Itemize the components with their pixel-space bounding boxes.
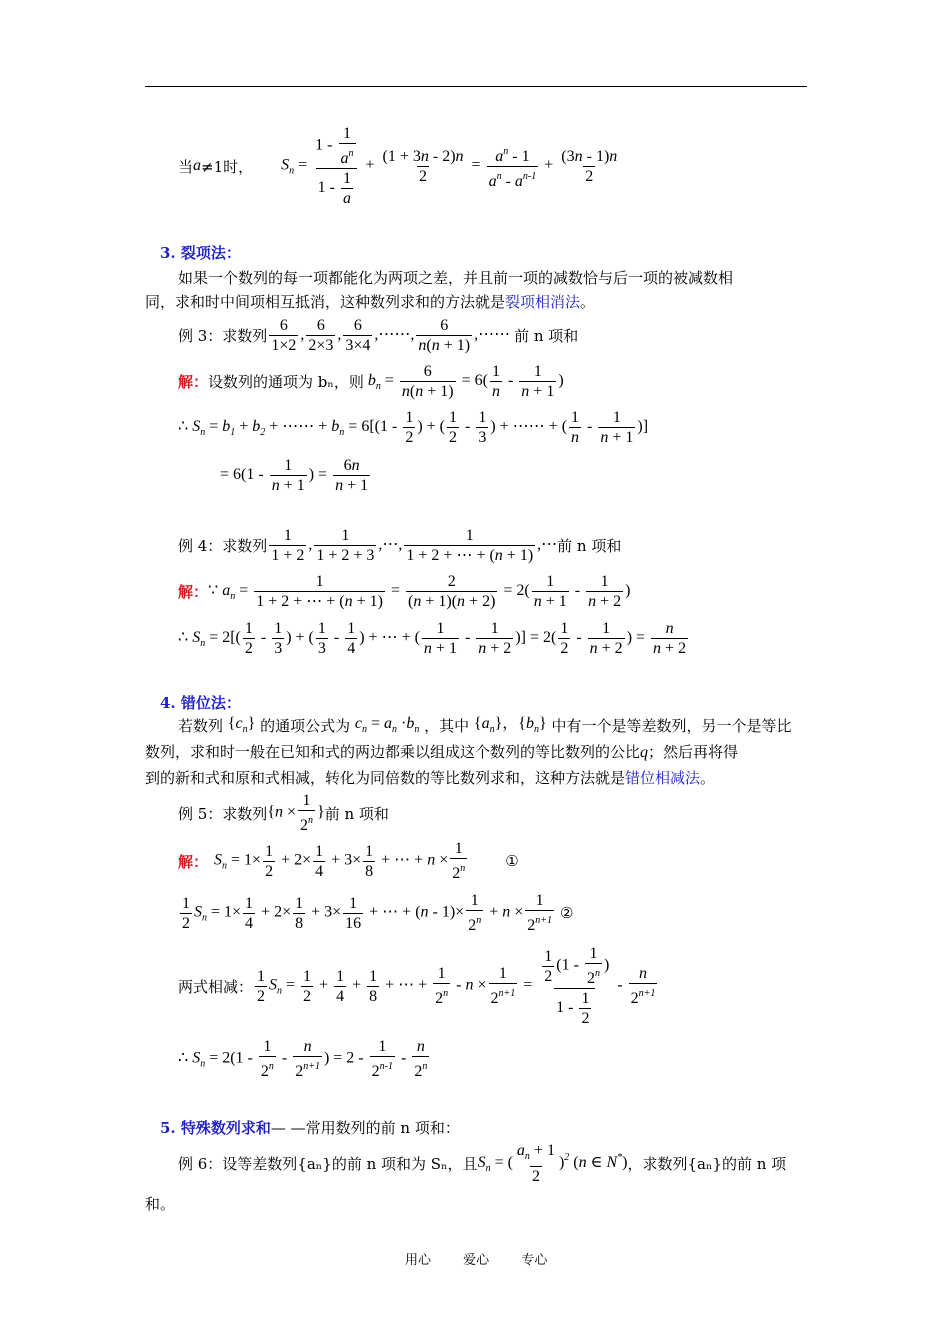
section-4-heading: 4. 错位法： xyxy=(160,694,241,712)
example-4 xyxy=(178,522,621,568)
subtract-expr: $\frac{1}{2}$ $S_n$ = $\frac{1}{2}$ + $\frac{1}{4}$ + $\frac{1}{8}$ + ⋯ + $\frac{1}{2^n}$ - n × $\frac{1}{2^{n+1}}$ = $\frac{1}{2}$ (1 - $\frac{1}{2^n}$ ) 1 - $\frac{1}{2}$ - $\frac{n}{2^{n+1}}$ xyxy=(257,945,656,1027)
solve-text: 设数列的通项为 bₙ，则 xyxy=(208,372,364,391)
sum-4-expr: ∴ $S_n = 2$[( $\frac{1}{2}$ - $\frac{1}{3}$ ) + ( $\frac{1}{3}$ - $\frac{1}{4}$ ) + ⋯ + ( $\frac{1}{n + 1}$ - $\frac{1}{n + 2}$ )] = 2( $\frac{1}{2}$ - $\frac{1}{n + 2}$ ) = $\frac{n}{n + 2}$ xyxy=(178,619,687,657)
ex4-label: 例 4：求数列 xyxy=(178,536,268,555)
example-6-end: 和。 xyxy=(145,1195,176,1213)
s4-l1-a: 若数列 xyxy=(178,717,224,735)
solve-4-label: 解： xyxy=(178,582,209,601)
an-bn-sets: $\{a_n\}$，$\{b_n\}$ xyxy=(473,715,547,735)
result-5-expr: ∴ $S_n = 2(1$ - $\frac{1}{2^n}$ - $\frac{n}{2^{n+1}}$ ) = 2 - $\frac{1}{2^{n-1}}$ - $\frac{n}{2^n}$ xyxy=(178,1038,428,1080)
cn-set: $\{c_n\}$ xyxy=(227,715,256,735)
section-3-intro-2 xyxy=(145,290,595,314)
case-label: 当 xyxy=(178,157,194,176)
sn-series-1: $S_n = 1\times$ $\frac{1}{2}$ + 2× $\frac{1}{4}$ + 3× $\frac{1}{8}$ + ⋯ + n × $\frac{1}{2^n}$ xyxy=(214,840,466,882)
ex6-b: ，求数列{aₙ}的前 n 项 xyxy=(627,1154,787,1173)
ex4-sequence: $\frac{1}{1 + 2}$ , $\frac{1}{1 + 2 + 3}$ ,⋯, $\frac{1}{1 + 2 + \cdots + (n + 1)}$ ,⋯ xyxy=(271,526,558,564)
formula-case-a xyxy=(178,118,621,214)
footer xyxy=(405,1249,547,1268)
s4-l1-c: ，其中 xyxy=(424,717,470,735)
solve-5-label: 解： xyxy=(178,852,209,871)
ex6-a: 例 6：设等差数列{aₙ}的前 n 项和为 Sₙ，且 xyxy=(178,1154,478,1173)
footer-item-1: 用心 xyxy=(405,1253,432,1268)
section-3-heading: 3. 裂项法： xyxy=(160,244,241,262)
ex3-sequence: $\frac{6}{1\times 2}$ , $\frac{6}{2\times 3}$ , $\frac{6}{3\times 4}$ ,⋯⋯, $\frac{6}{n(n + 1)}$ ,⋯⋯ xyxy=(271,316,511,354)
section-3-intro-1: 如果一个数列的每一项都能化为两项之差，并且前一项的减数恰与后一项的被减数相 xyxy=(178,269,734,287)
equation-mark-1: ① xyxy=(505,852,519,870)
solution-5-line1 xyxy=(178,838,519,884)
ex5-suffix: 前 n 项和 xyxy=(324,804,389,823)
method-shift-link[interactable]: 错位相减法 xyxy=(625,769,701,787)
solution-5-line2 xyxy=(178,890,573,936)
section-5-heading: 5. 特殊数列求和 xyxy=(160,1119,271,1137)
section-4-line2 xyxy=(145,740,738,765)
section-4-line1 xyxy=(178,712,791,742)
s4-l2: 数列，求和时一般在已知和式的两边都乘以组成这个数列的等比数列的公比 xyxy=(145,743,641,761)
intro-2-end: 。 xyxy=(580,293,596,311)
solution-5-result xyxy=(178,1036,431,1082)
ex5-sequence: {n × $\frac{1}{2^n}$ } xyxy=(267,792,325,834)
header-rule xyxy=(145,86,807,87)
solution-3 xyxy=(178,358,564,404)
ex6-formula: $S_n$ = ( $\frac{a_n + 1}{2}$ )$^2$ (n ∈ N*) xyxy=(477,1141,628,1185)
footer-item-3: 专心 xyxy=(521,1253,548,1268)
case-suffix: ≠1时， xyxy=(201,157,254,176)
section-5-heading-row xyxy=(160,1117,460,1138)
ex5-label: 例 5：求数列 xyxy=(178,804,268,823)
solve-label: 解： xyxy=(178,372,209,391)
cn-formula: $c_n = a_n \cdot b_n$ xyxy=(354,715,420,735)
equation-mark-2: ② xyxy=(560,904,574,922)
solution-5-subtract xyxy=(178,938,659,1034)
sn-series-2: $\frac{1}{2}$ $S_n = 1\times$ $\frac{1}{4}$ + 2× $\frac{1}{8}$ + 3× $\frac{1}{16}$ + ⋯ + (n - 1)× $\frac{1}{2^n}$ + n × $\frac{1}{2^{n+1}}$ xyxy=(182,892,553,934)
sum-4 xyxy=(178,615,690,661)
q-symbol: q xyxy=(640,744,649,761)
s4-l3-end: 。 xyxy=(700,769,716,787)
ex3-suffix: 前 n 项和 xyxy=(514,326,579,345)
s4-l3: 到的新和式和原和式相减，转化为同倍数的等比数列求和，这种方法就是 xyxy=(145,769,626,787)
bn-formula: $b_n$ = $\frac{6}{n(n + 1)}$ = 6( $\frac{1}{n}$ - $\frac{1}{n + 1}$ ) xyxy=(367,362,564,400)
ex3-label: 例 3：求数列 xyxy=(178,326,268,345)
s4-l1-d: 中有一个是等差数列，另一个是等比 xyxy=(551,717,792,735)
example-6 xyxy=(178,1140,786,1186)
intro-2-text: 同，求和时中间项相互抵消，这种数列求和的方法就是 xyxy=(145,293,506,311)
sum-3-line1 xyxy=(178,404,648,450)
s4-l1-b: 的通项公式为 xyxy=(260,717,351,735)
example-3 xyxy=(178,312,578,358)
sum-3-expr1: ∴ $S_n = b_1 + b_2$ + ⋯⋯ + $b_n = 6[(1$ - $\frac{1}{2}$ ) + ( $\frac{1}{2}$ - $\frac{1}{3}$ ) + ⋯⋯ + ( $\frac{1}{n}$ - $\frac{1}{n + 1}$ )] xyxy=(178,408,649,446)
footer-item-2: 爱心 xyxy=(463,1253,490,1268)
subtract-label: 两式相减： xyxy=(178,977,254,996)
section-5-heading-rest: — —常用数列的前 n 项和： xyxy=(270,1119,460,1137)
method-split-link[interactable]: 裂项相消法 xyxy=(505,293,581,311)
section-4-line3 xyxy=(145,766,715,790)
ex4-suffix: 前 n 项和 xyxy=(557,536,622,555)
example-5 xyxy=(178,790,389,836)
an-formula: ∵ $a_n$ = $\frac{1}{1 + 2 + \cdots + (n + 1)}$ = $\frac{2}{(n + 1)(n + 2)}$ = 2( $\frac{1}{n + 1}$ - $\frac{1}{n + 2}$ ) xyxy=(208,572,631,610)
solution-4 xyxy=(178,568,630,614)
sum-3-line2 xyxy=(220,452,372,498)
s4-l2-end: ；然后再将得 xyxy=(648,743,739,761)
sum-3-expr2: = 6(1 - $\frac{1}{n + 1}$ ) = $\frac{6n}{n + 1}$ xyxy=(220,456,369,494)
math-sn-expr: $S_n$ = 1 - $\frac{1}{a^n}$ 1 - $\frac{1}{a}$ + $\frac{(1 + 3n - 2)n}{2}$ = $\frac{a^n - 1}{a^n - a^{n-1}}$ + $\frac{(3n - 1)n}{2}$ xyxy=(281,125,618,207)
math-a: a xyxy=(193,157,202,174)
